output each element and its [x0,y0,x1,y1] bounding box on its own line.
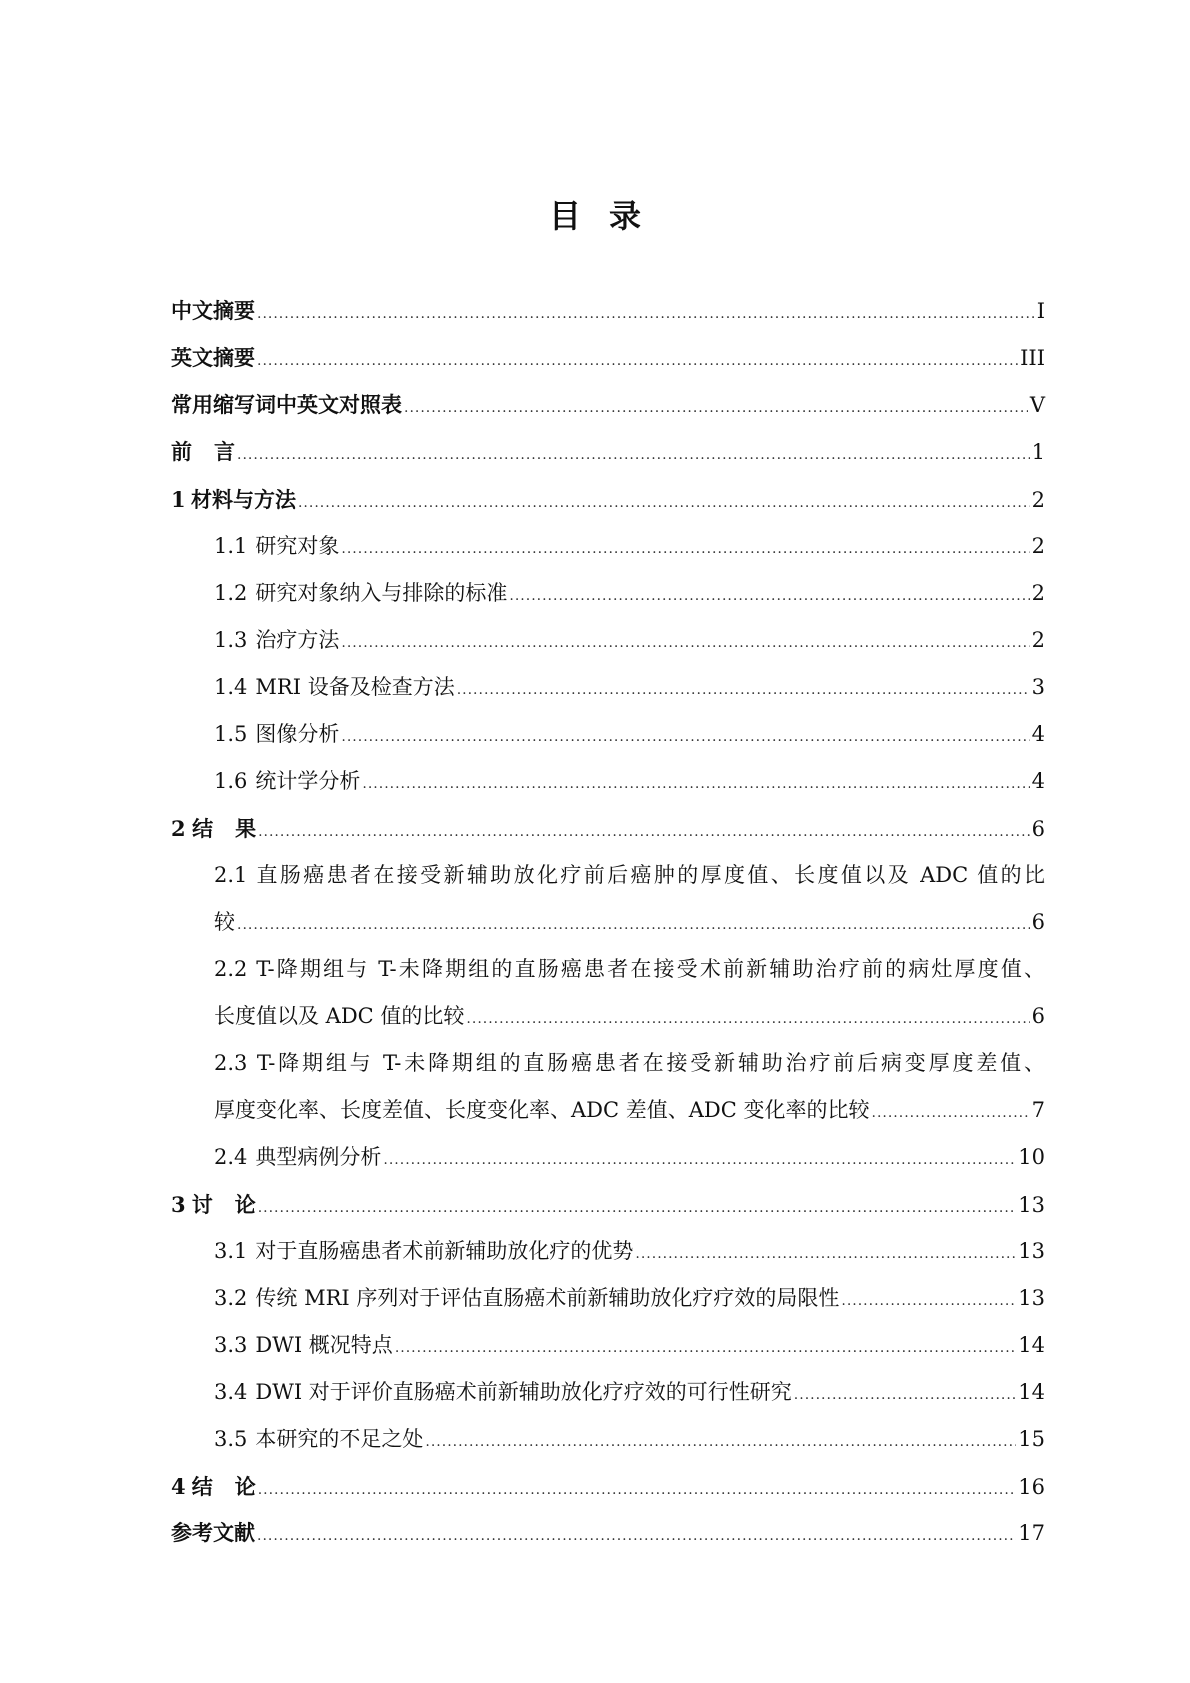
toc-entry-number: 1.2 [214,581,248,605]
toc-entry-number: 1.4 [214,675,248,699]
leader-dots [341,714,1029,761]
leader-dots [635,1231,1016,1278]
toc-entry-1-5[interactable] [171,711,1045,758]
toc-entry-label [192,806,256,853]
toc-entry-number: 3.5 [214,1427,248,1451]
toc-entry-label: 参考文献 [171,1521,255,1545]
toc-entry-label: DWI 概况特点 [255,1333,393,1357]
label-char: 论 [234,1475,256,1499]
leader-dots [841,1278,1016,1325]
toc-entry-2-1-line-2[interactable] [171,899,1045,946]
toc-entry-label: T-降期组与 T-未降期组的直肠癌患者在接受术前新辅助治疗前的病灶厚度值、 [256,957,1045,981]
toc-entry-1-4[interactable] [171,664,1045,711]
toc-entry-number: 2.4 [214,1145,248,1169]
leader-dots [425,1419,1016,1466]
toc-entry-label [192,1182,256,1229]
leader-dots [383,1137,1016,1184]
toc-entry-label: MRI 设备及检查方法 [255,675,455,699]
toc-entry-page: 4 [1031,769,1045,793]
toc-entry-page: 2 [1031,581,1045,605]
toc-entry-page: 14 [1018,1380,1045,1404]
toc-entry-2-2-line-1[interactable] [171,946,1045,993]
leader-dots [362,761,1029,808]
toc-entry-number: 3.1 [214,1239,248,1263]
toc-entry-label: 英文摘要 [171,346,255,370]
toc-entry-page: 16 [1018,1475,1045,1499]
toc-entry-label: 本研究的不足之处 [255,1427,424,1451]
toc-entry-number: 2.1 [214,863,248,887]
toc-entry-english-abstract[interactable] [171,335,1045,382]
toc-entry-label: 传统 MRI 序列对于评估直肠癌术前新辅助放化疗疗效的局限性 [255,1286,840,1310]
toc-entry-page: 4 [1031,722,1045,746]
toc-entry-label: 图像分析 [255,722,340,746]
toc-entry-page: 10 [1018,1145,1045,1169]
toc-entry-number: 3.3 [214,1333,248,1357]
toc-entry-page: 7 [1031,1098,1045,1122]
toc-entry-label: 常用缩写词中英文对照表 [171,393,402,417]
table-of-contents [171,288,1045,1557]
leader-dots [257,291,1035,338]
toc-entry-3-2[interactable] [171,1275,1045,1322]
toc-entry-chapter-2[interactable] [171,805,1045,852]
toc-entry-label: 厚度变化率、长度差值、长度变化率、ADC 差值、ADC 变化率的比较 [214,1098,870,1122]
leader-dots [258,1185,1017,1232]
label-char: 果 [235,817,257,841]
toc-entry-number: 1 [171,487,186,512]
toc-entry-label: 材料与方法 [190,488,296,512]
toc-entry-1-3[interactable] [171,617,1045,664]
toc-entry-page: 2 [1031,628,1045,652]
toc-entry-abbreviations[interactable] [171,382,1045,429]
toc-entry-3-4[interactable] [171,1369,1045,1416]
leader-dots [341,620,1029,667]
toc-entry-1-1[interactable] [171,523,1045,570]
toc-entry-page: 14 [1018,1333,1045,1357]
toc-entry-page: 17 [1018,1521,1045,1545]
toc-entry-page: I [1036,299,1045,323]
title-char: 目 [548,197,609,235]
toc-entry-2-3-line-1[interactable] [171,1040,1045,1087]
toc-entry-chapter-1[interactable] [171,476,1045,523]
toc-entry-label: 统计学分析 [255,769,361,793]
leader-dots [237,902,1030,949]
toc-entry-number: 2.3 [214,1051,248,1075]
toc-entry-number: 3.4 [214,1380,248,1404]
leader-dots [794,1372,1016,1419]
toc-entry-label [192,1464,256,1511]
toc-entry-number: 2 [171,816,186,841]
toc-entry-number: 1.3 [214,628,248,652]
toc-entry-page: 2 [1031,488,1045,512]
toc-entry-label: 对于直肠癌患者术前新辅助放化疗的优势 [255,1239,634,1263]
label-char: 结 [191,1475,235,1499]
label-char: 言 [214,440,235,464]
toc-entry-page: 1 [1031,440,1045,464]
title-char: 录 [609,197,670,235]
toc-entry-label: 研究对象 [255,534,340,558]
toc-entry-page: 15 [1018,1427,1045,1451]
toc-entry-number: 1.5 [214,722,248,746]
toc-entry-chinese-abstract[interactable] [171,288,1045,335]
toc-entry-label: 较 [214,910,235,934]
toc-entry-page: 2 [1031,534,1045,558]
toc-entry-number: 3.2 [214,1286,248,1310]
leader-dots [298,480,1030,527]
toc-entry-page: III [1020,346,1045,370]
leader-dots [257,338,1018,385]
toc-entry-number: 1.1 [214,534,248,558]
toc-entry-page: 13 [1018,1239,1045,1263]
leader-dots [258,809,1030,856]
toc-entry-1-6[interactable] [171,758,1045,805]
toc-entry-page: 6 [1031,817,1045,841]
leader-dots [404,385,1028,432]
toc-entry-page: 3 [1031,675,1045,699]
toc-entry-3-3[interactable] [171,1322,1045,1369]
toc-entry-2-1-line-1[interactable] [171,852,1045,899]
leader-dots [457,667,1030,714]
toc-entry-label: 中文摘要 [171,299,255,323]
toc-entry-label: 典型病例分析 [255,1145,382,1169]
label-char: 结 [192,817,236,841]
toc-entry-page: 6 [1031,910,1045,934]
toc-entry-label: DWI 对于评价直肠癌术前新辅助放化疗疗效的可行性研究 [255,1380,792,1404]
toc-entry-preface[interactable] [171,429,1045,476]
leader-dots [257,1513,1016,1560]
toc-entry-label: 长度值以及 ADC 值的比较 [214,1004,465,1028]
toc-entry-label: 研究对象纳入与排除的标准 [255,581,508,605]
toc-entry-label [171,429,235,476]
toc-entry-2-3-line-2[interactable] [171,1087,1045,1134]
leader-dots [509,573,1029,620]
page-title [0,196,1190,236]
toc-entry-page: 13 [1018,1286,1045,1310]
toc-entry-label: 治疗方法 [255,628,340,652]
leader-dots [237,432,1030,479]
toc-entry-chapter-3[interactable] [171,1181,1045,1228]
leader-dots [341,526,1029,573]
toc-entry-references[interactable] [171,1510,1045,1557]
toc-entry-1-2[interactable] [171,570,1045,617]
leader-dots [395,1325,1016,1372]
toc-entry-label: 直肠癌患者在接受新辅助放化疗前后癌肿的厚度值、长度值以及 ADC 值的比 [256,863,1045,887]
toc-entry-page: V [1029,393,1045,417]
label-char: 讨 [191,1193,235,1217]
toc-entry-label: T-降期组与 T-未降期组的直肠癌患者在接受新辅助治疗前后病变厚度差值、 [256,1051,1045,1075]
toc-entry-page: 13 [1018,1193,1045,1217]
label-char: 前 [171,440,214,464]
toc-entry-3-1[interactable] [171,1228,1045,1275]
toc-entry-chapter-4[interactable] [171,1463,1045,1510]
toc-entry-number: 1.6 [214,769,248,793]
toc-entry-number: 4 [171,1474,186,1499]
leader-dots [872,1090,1030,1137]
toc-entry-2-2-line-2[interactable] [171,993,1045,1040]
leader-dots [258,1467,1017,1514]
toc-entry-2-4[interactable] [171,1134,1045,1181]
toc-entry-3-5[interactable] [171,1416,1045,1463]
toc-entry-page: 6 [1031,1004,1045,1028]
label-char: 论 [234,1193,256,1217]
toc-entry-number: 3 [171,1192,186,1217]
leader-dots [466,996,1029,1043]
toc-entry-number: 2.2 [214,957,248,981]
